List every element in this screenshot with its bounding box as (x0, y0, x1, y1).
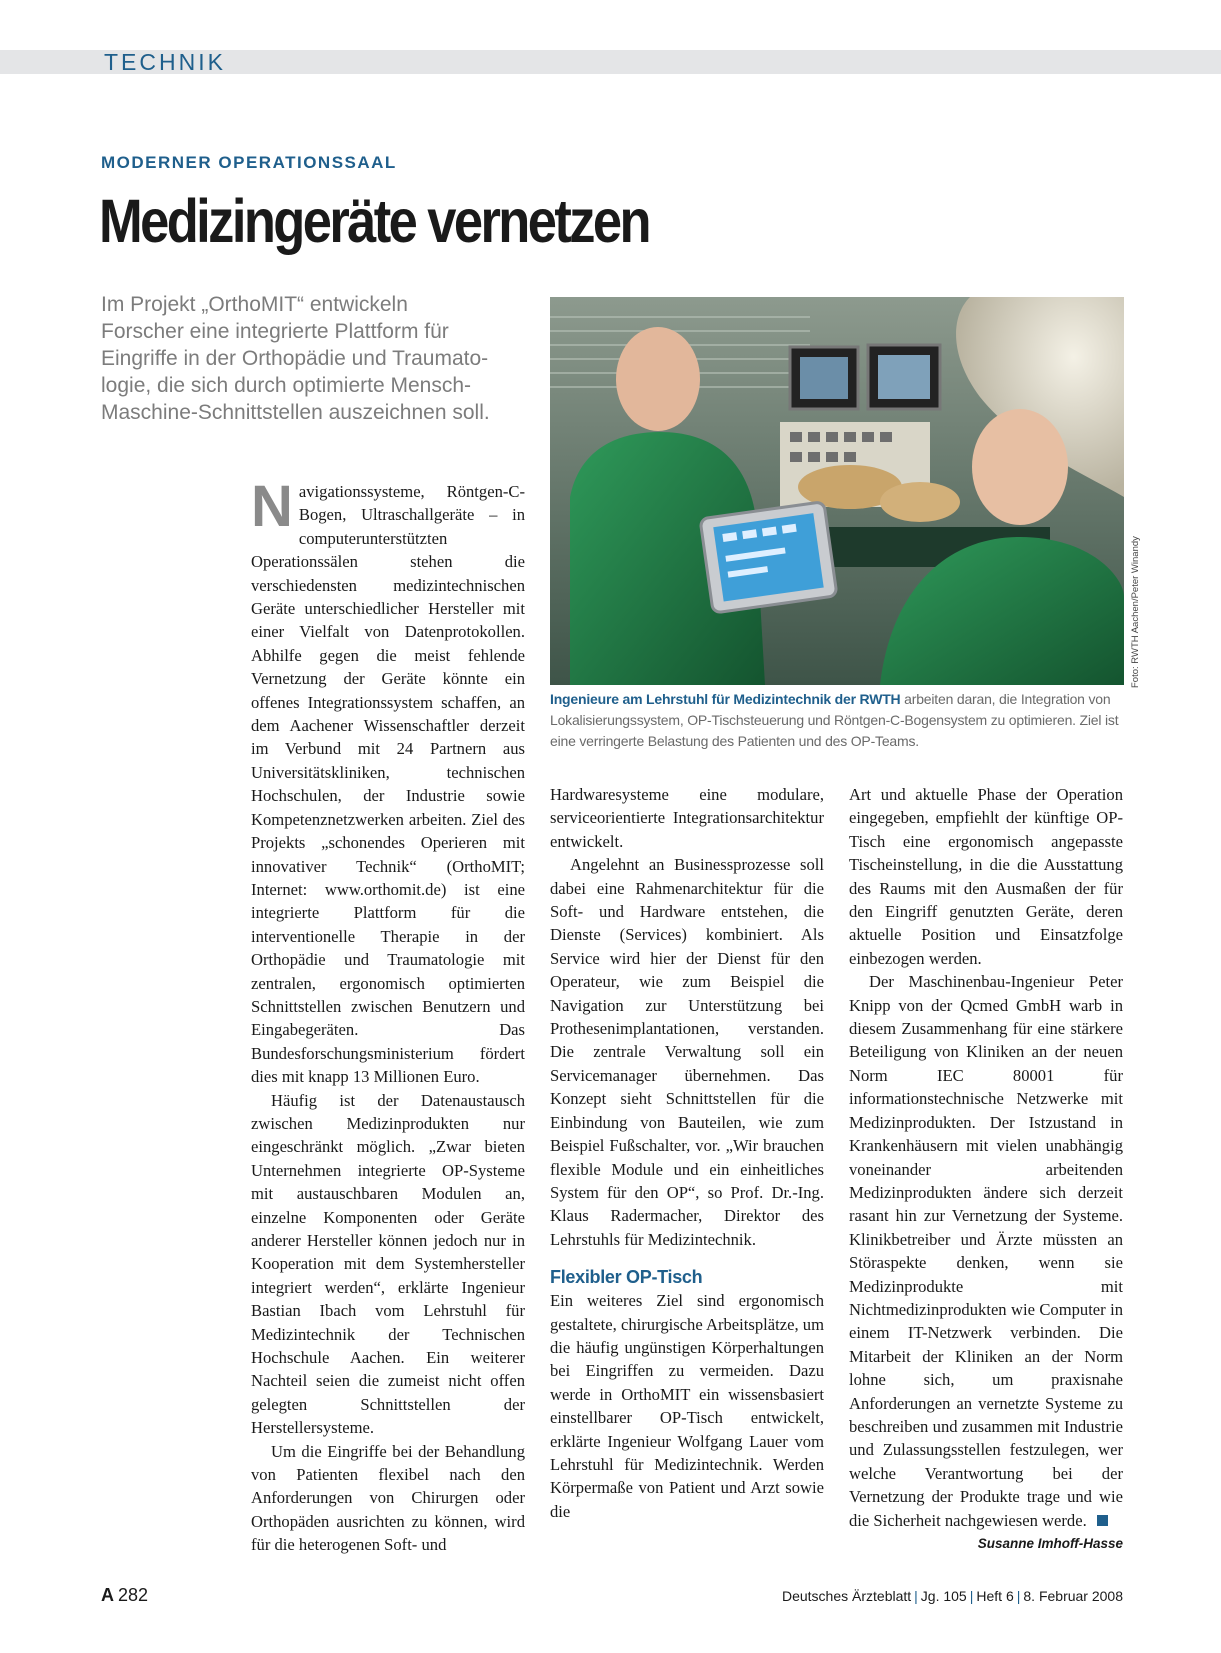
article-column-1 (251, 474, 525, 1557)
caption-bold: Ingenieure am Lehrstuhl für Medizintechnik der RWTH (550, 691, 901, 707)
paragraph: Hardwaresysteme eine modulare, serviceorientierte Integrationsarchitektur entwickelt. (550, 785, 824, 851)
lead-line: Eingriffe in der Orthopädie und Traumato- (101, 347, 489, 370)
article-column-3 (849, 783, 1123, 1554)
paragraph: Häufig ist der Datenaustausch zwischen Medizinprodukten nur eingeschränkt möglich. „Zwar bieten Unternehmen integrierte OP-Systeme mit austauschbaren Modulen an, einzelne Komponenten oder Geräte anderer Hersteller können jedoch nur in Kooperation mit dem Systemhersteller integriert werden“, erklärte Ingenieur Bastian Ibach vom Lehrstuhl für Medizintechnik der Technischen Hochschule Aachen. Ein weiterer Nachteil seien die zumeist nicht offen gelegten Schnittstellen der Herstellersysteme. (251, 1090, 525, 1438)
date: 8. Februar 2008 (1023, 1588, 1123, 1604)
publication-name: Deutsches Ärzteblatt (781, 1588, 912, 1604)
paragraph: Ein weiteres Ziel sind ergonomisch gestaltete, chirurgische Arbeitsplätze, um die häufig ungünstigen Körperhaltungen bei Eingriffen zu vermeiden. Dazu werde in OrthoMIT ein wissensbasiert einstellbarer OP-Tisch entwickelt, erklärte Ingenieur Wolfgang Lauer vom Lehrstuhl für Medizintechnik. Werden Körpermaße von Patient und Arzt sowie die (550, 1291, 824, 1521)
photo-caption (550, 689, 1124, 752)
lead-paragraph (101, 291, 531, 426)
volume: Jg. 105 (920, 1588, 967, 1604)
end-mark-icon (1097, 1515, 1108, 1526)
page-number (101, 1583, 148, 1607)
separator: | (1016, 1588, 1021, 1604)
paragraph (849, 970, 1123, 1532)
lead-line: logie, die sich durch optimierte Mensch- (101, 374, 472, 397)
lead-line: Forscher eine integrierte Plattform für (101, 320, 449, 343)
separator: | (969, 1588, 974, 1604)
article-column-2 (550, 783, 824, 1523)
paragraph: Art und aktuelle Phase der Operation eingegeben, empfiehlt der künftige OP-Tisch eine ergonomisch angepasste Tischeinstellung, in die die Ausstattung des Raums mit den Ausmaßen der für den Eingriff genutzten Geräte, deren aktuelle Position und Einsatzfolge einbezogen werden. (849, 785, 1123, 968)
paragraph-text: avigationssysteme, Röntgen-C-Bogen, Ultraschallgeräte – in computerunterstützten Operationssälen stehen die verschiedensten medizintechnischen Geräte unterschiedlicher Hersteller mit einer Vielfalt von Datenprotokollen. Abhilfe gegen die meist fehlende Vernetzung der Geräte könnte ein offenes Integrationssystem schaffen, an dem Aachener Wissenschaftler derzeit im Verbund mit 24 Partnern aus Universitätskliniken, technischen Hochschulen, der Industrie sowie Kompetenznetzwerken arbeiten. Ziel des Projekts „schonendes Operieren mit innovativer Technik“ (OrthoMIT; Internet: www.orthomit.de) ist eine integrierte Plattform für die interventionelle Therapie in der Orthopädie und Traumatologie mit zentralen, ergonomisch optimierten Schnittstellen zwischen Benutzern und Eingabegeräten. Das Bundesforschungsministerium fördert dies mit knapp 13 Millionen Euro. (251, 482, 525, 1087)
section-label: TECHNIK (104, 49, 226, 75)
photo-operating-room (550, 297, 1124, 685)
author-byline: Susanne Imhoff-Hasse (977, 1536, 1123, 1551)
kicker: MODERNER OPERATIONSSAAL (101, 153, 397, 172)
subheading: Flexibler OP-Tisch (550, 1267, 703, 1288)
issue: Heft 6 (976, 1588, 1014, 1604)
lead-line: Im Projekt „OrthoMIT“ entwickeln (101, 293, 408, 316)
paragraph-text: Der Maschinenbau-Ingenieur Peter Knipp von der Qcmed GmbH warb in diesem Zusammenhang für eine stärkere Beteiligung von Kliniken an der neuen Norm IEC 80001 für informationstechnische Netzwerke mit Medizinprodukten. Der Istzustand in Krankenhäusern mit vielen unabhängig voneinander arbeitenden Medizinprodukten ändere sich derzeit rasant hin zur Vernetzung der Systeme. Klinikbetreiber und Ärzte müssten an Störaspekte denken, wenn sie Medizinprodukte mit Nichtmedizinprodukten wie Computer in einem IT-Netzwerk verbinden. Die Mitarbeit der Kliniken an der Norm lohne sich, um praxisnahe Anforderungen an vernetzte Systeme zu beschreiben und zusammen mit Industrie und Zulassungsstellen festzulegen, wer welche Verantwortung bei der Vernetzung der Produkte trage und wie die Sicherheit nachgewiesen werde. (849, 972, 1123, 1530)
lead-line: Maschine-Schnittstellen auszeichnen soll. (101, 401, 490, 424)
photo-illustration (550, 297, 1124, 685)
caption-text: arbeiten daran, die Integration von Lokalisierungssystem, OP-Tischsteuerung und Röntgen-C-Bogensystem zu optimieren. Ziel ist eine verringerte Belastung des Patienten und des OP-Teams. (550, 691, 1119, 749)
page-number-value: 282 (118, 1585, 149, 1605)
dropcap: N (251, 474, 293, 539)
publication-info (782, 1585, 1123, 1607)
photo-credit: Foto: RWTH Aachen/Peter Winandy (1130, 536, 1141, 688)
headline: Medizingeräte vernetzen (99, 187, 649, 255)
paragraph (251, 474, 525, 1089)
paragraph: Angelehnt an Businessprozesse soll dabei eine Rahmenarchitektur für die Soft- und Hardware entstehen, die Dienste (Services) kombiniert. Als Service wird hier der Dienst für den Operateur, wie zum Beispiel die Navigation zur Unterstützung bei Prothesenimplantationen, verstanden. Die zentrale Verwaltung soll ein Servicemanager übernehmen. Das Konzept sieht Schnittstellen für die Einbindung von Bauteilen, wie zum Beispiel Fußschalter, vor. „Wir brauchen flexible Module und ein einheitliches System für den OP“, so Prof. Dr.-Ing. Klaus Radermacher, Direktor des Lehrstuhls für Medizintechnik. (550, 855, 824, 1249)
paragraph: Um die Eingriffe bei der Behandlung von Patienten flexibel nach den Anforderungen von Chirurgen oder Orthopäden ausrichten zu können, wird für die heterogenen Soft- und (251, 1441, 525, 1555)
page-prefix: A (101, 1585, 114, 1605)
separator: | (914, 1588, 918, 1604)
